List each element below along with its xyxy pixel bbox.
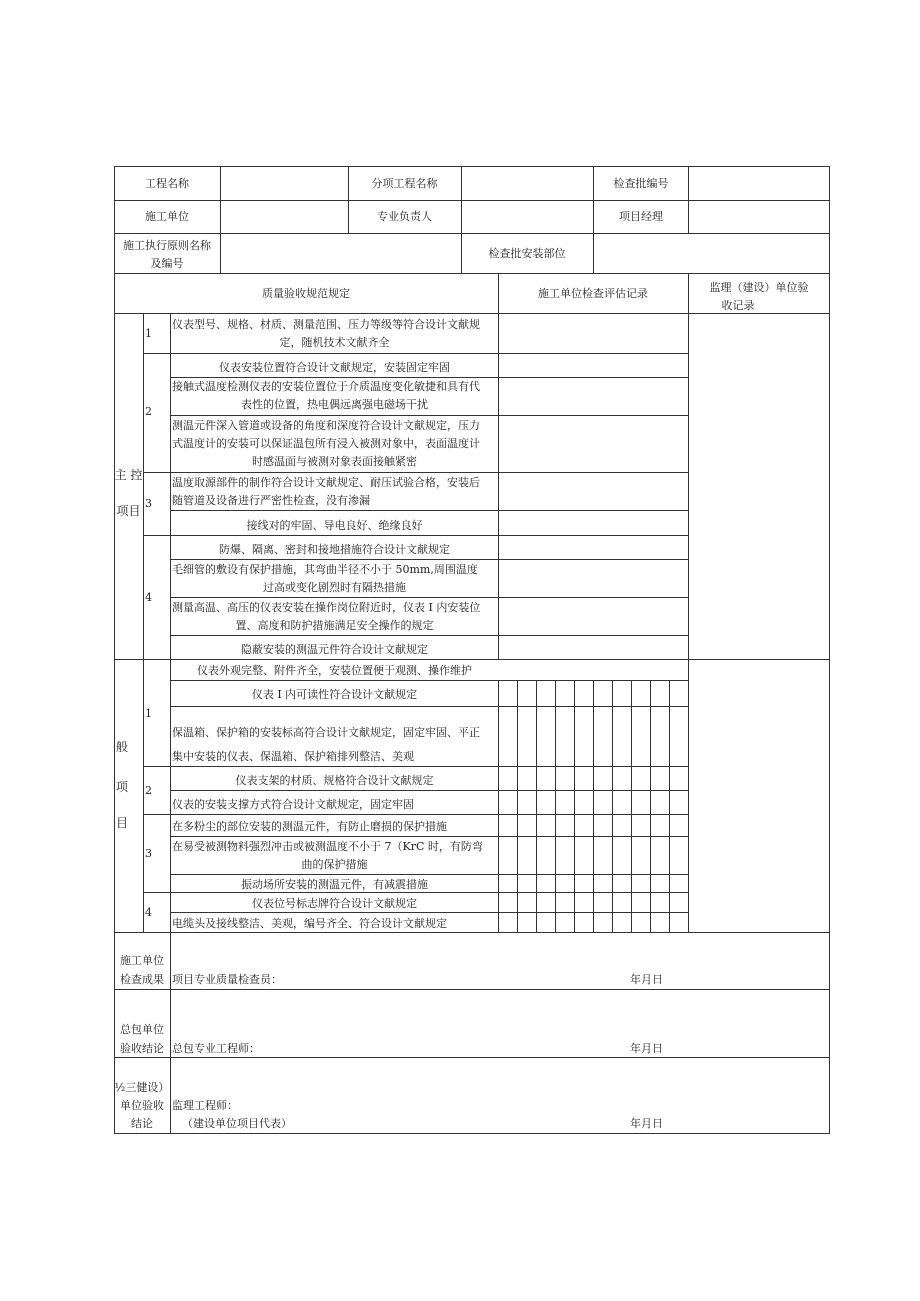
spec-item: 防爆、隔离、密封和接地措施符合设计文献规定: [219, 543, 450, 556]
footer-unit-result-l1: 施工单位: [120, 954, 164, 967]
main-section-label-top: 主 控: [114, 468, 143, 482]
spec-item: 测量高温、高压的仪表安装在操作岗位附近时，仪表 I 内安装位: [172, 601, 481, 614]
spec-item: 仪表外观完整、附件齐全，安装位置便于观测、操作维护: [197, 664, 472, 677]
spec-item: 振动场所安装的测温元件，有减震措施: [241, 878, 428, 891]
main-group-no: 2: [145, 405, 152, 418]
footer-general-l1: 总包单位: [120, 1023, 164, 1036]
spec-item: 仪表支架的材质、规格符合设计文献规定: [235, 774, 434, 787]
spec-item: 毛细管的敷设有保护措施，其弯曲半径不小于 50mm,周围温度: [172, 563, 478, 576]
general-group-no: 1: [145, 707, 152, 720]
spec-item: 置、高度和防护措施满足安全操作的规定: [235, 619, 434, 632]
label-specialty-lead: 专业负责人: [377, 210, 432, 223]
col-quality-spec: 质量验收规范规定: [262, 287, 350, 300]
general-group-no: 4: [145, 906, 152, 919]
spec-item: 定，随机技术文献齐全: [279, 336, 390, 349]
main-group-no: 3: [145, 497, 152, 510]
label-install-location: 检查批安装部位: [488, 247, 566, 260]
footer-supervising-engineer: 监理工程师：: [172, 1099, 238, 1112]
general-group-no: 3: [145, 847, 152, 860]
spec-item: 式温度计的安装可以保证温包所有浸入被测对象中，表面温度计: [172, 437, 480, 450]
footer-owner-rep: （建设单位项目代表）: [182, 1117, 292, 1130]
specialty-lead-field[interactable]: [462, 201, 593, 233]
spec-item: 过高或变化剧烈时有隔热措施: [263, 581, 406, 594]
spec-item: 隐蔽安装的测温元件符合设计文献规定: [241, 643, 428, 656]
spec-item: 仪表 I 内可读性符合设计文献规定: [251, 688, 418, 701]
batch-no-field[interactable]: [689, 167, 829, 200]
spec-item: 接触式温度检测仪表的安装位置位于介质温度变化敏捷和具有代: [172, 380, 480, 393]
footer-inspector: 项目专业质量检查员：: [172, 973, 282, 986]
sub-project-name-field[interactable]: [462, 167, 593, 200]
footer-supervisor-l2: 单位验收: [120, 1099, 164, 1112]
spec-item: 仪表型号、规格、材质、测量范围、压力等级等符合设计文献规: [172, 318, 480, 331]
general-section-label: 目: [115, 816, 128, 830]
footer-date: 年月日: [630, 973, 663, 986]
spec-item: 接线对的牢固、导电良好、绝缘良好: [246, 519, 423, 532]
spec-item: 表性的位置，热电偶远离强电磁场干扰: [241, 398, 428, 411]
footer-supervisor-l1: ½三健设）: [114, 1081, 170, 1094]
label-project-name: 工程名称: [145, 177, 189, 190]
label-batch-no: 检查批编号: [613, 177, 669, 190]
col-unit-record: 施工单位检查评估记录: [538, 287, 648, 300]
footer-supervisor-l3: 结论: [131, 1117, 153, 1130]
project-name-field[interactable]: [221, 167, 348, 200]
spec-item: 集中安装的仪表、保温箱、保护箱排列整洁、美观: [172, 750, 414, 763]
spec-item: 仪表安装位置符合设计文献规定，安装固定牢固: [219, 361, 450, 374]
spec-item: 保温箱、保护箱的安装标高符合设计文献规定，固定牢固、平正: [172, 726, 480, 739]
main-group-no: 4: [145, 591, 152, 604]
footer-date: 年月日: [630, 1117, 663, 1130]
spec-item: 测温元件深入管道或设备的角度和深度符合设计文献规定，压力: [172, 419, 480, 432]
construction-unit-field[interactable]: [221, 201, 348, 233]
inspection-form: [114, 166, 830, 1134]
spec-item: 仪表的安装支撑方式符合设计文献规定，固定牢固: [172, 798, 414, 811]
spec-item: 仪表位号标志牌符合设计文献规定: [252, 897, 417, 910]
main-section-label-bottom: 项目: [116, 504, 141, 518]
standard-name-field[interactable]: [221, 234, 461, 273]
general-section-label: 项: [115, 780, 128, 794]
label-construction-unit: 施工单位: [145, 210, 189, 223]
footer-unit-result-l2: 检查成果: [120, 973, 164, 986]
install-location-field[interactable]: [594, 234, 829, 273]
label-standard-name-1: 施工执行原则名称: [123, 239, 211, 252]
spec-item: 随管道及设备进行严密性检查，没有渗漏: [172, 494, 370, 507]
footer-general-l2: 验收结论: [120, 1042, 164, 1055]
spec-item: 曲的保护措施: [301, 858, 368, 871]
spec-item: 电缆头及接线整洁、美观，编号齐全、符合设计文献规定: [172, 917, 447, 930]
label-standard-name-2: 及编号: [150, 257, 184, 270]
spec-item: 温度取源部件的制作符合设计文献规定、耐压试验合格，安装后: [172, 476, 480, 489]
label-project-manager: 项目经理: [619, 210, 663, 223]
footer-date: 年月日: [630, 1042, 663, 1055]
footer-general-engineer: 总包专业工程师：: [172, 1042, 260, 1055]
spec-item: 时感温面与被测对象表面接触紧密: [252, 455, 417, 468]
project-manager-field[interactable]: [689, 201, 829, 233]
general-section-label: 般: [115, 740, 128, 754]
col-supervisor-l2: 收记录: [721, 299, 755, 312]
general-group-no: 2: [145, 784, 152, 797]
main-group-no: 1: [145, 327, 152, 340]
spec-item: 在多粉尘的部位安装的测温元件，有防止磨损的保护措施: [172, 820, 447, 833]
spec-item: 在易受被测物料强烈冲击或被测温度不小于 7（KrC 时，有防弯: [172, 840, 483, 853]
label-sub-project-name: 分项工程名称: [371, 177, 438, 190]
col-supervisor-l1: 监理（建设）单位验: [709, 281, 809, 294]
